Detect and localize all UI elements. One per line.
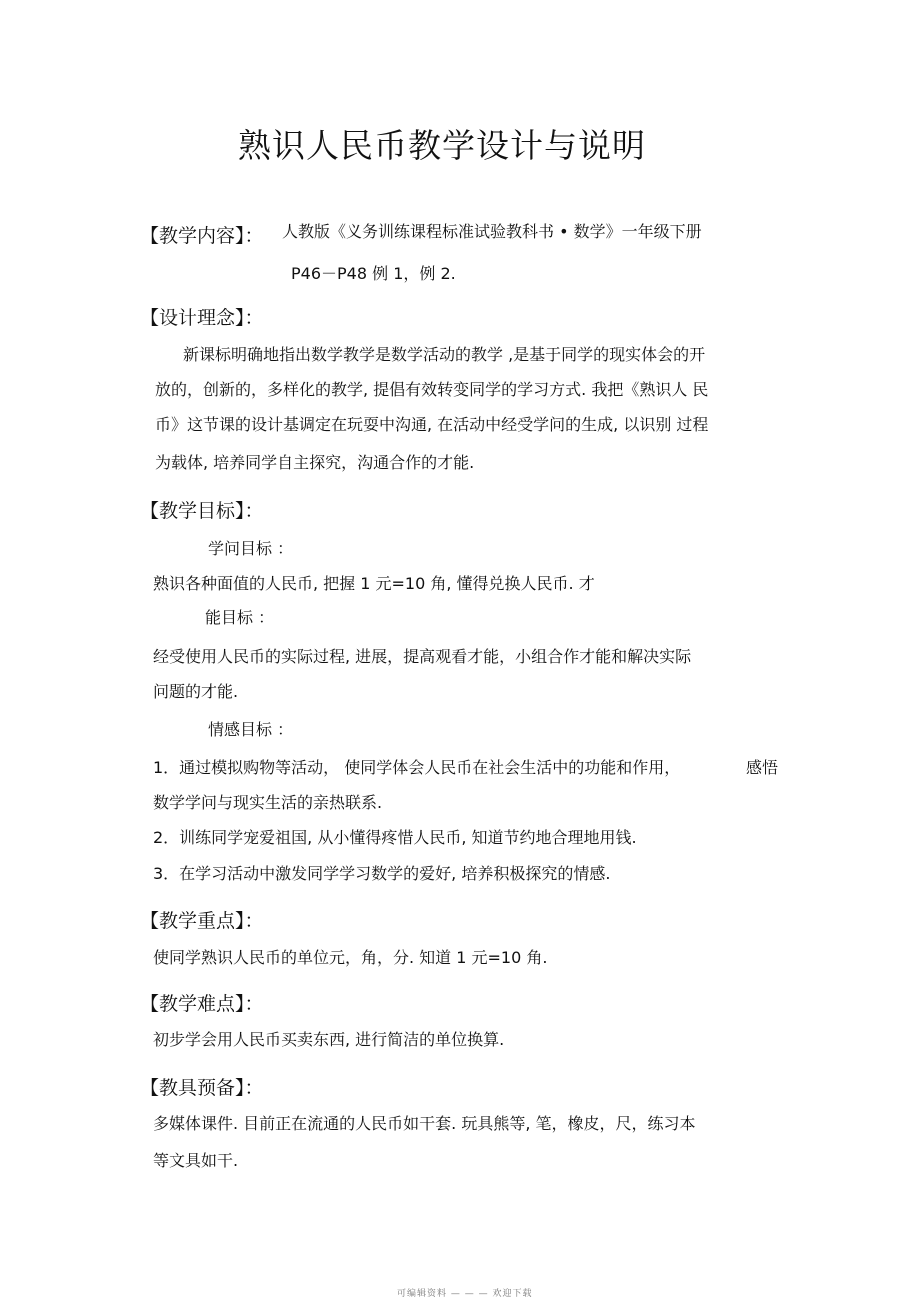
concept-line-4: 为载体, 培养同学自主探究，沟通合作的才能. [155, 453, 475, 472]
concept-line-2: 放的，创新的，多样化的教学, 提倡有效转变同学的学习方式. 我把《熟识人 民 [155, 380, 709, 399]
emotion-goal-label: 情感目标 ： [208, 720, 294, 739]
key-points-heading: 【教学重点】： [140, 910, 264, 932]
emotion-goal-item-1: 1．通过模拟购物等活动， 使同学体会人民币在社会生活中的功能和作用， [153, 758, 681, 777]
ability-goal-label: 能目标 ： [205, 608, 275, 627]
knowledge-goal-label: 学问目标 ： [208, 539, 294, 558]
page-footer: 可编辑资料 — — — 欢迎下载 [397, 1289, 533, 1299]
materials-line-2: 等文具如干. [153, 1151, 239, 1170]
document-title: 熟识人民币教学设计与说明 [238, 126, 646, 165]
concept-line-1: 新课标明确地指出数学教学是数学活动的教学 ,是基于同学的现实体会的开 [183, 345, 706, 364]
materials-heading: 【教具预备】： [140, 1077, 264, 1099]
materials-line-1: 多媒体课件. 目前正在流通的人民币如干套. 玩具熊等, 笔，橡皮，尺，练习本 [153, 1114, 696, 1133]
emotion-goal-item-1-cont: 数学学问与现实生活的亲热联系. [153, 793, 383, 812]
difficulty-text: 初步学会用人民币买卖东西, 进行简洁的单位换算. [153, 1030, 505, 1049]
ability-goal-line-1: 经受使用人民币的实际过程, 进展，提高观看才能，小组合作才能和解决实际 [153, 647, 692, 666]
concept-line-3: 币》这节课的设计基调定在玩耍中沟通, 在活动中经受学问的生成, 以识别 过程 [155, 415, 709, 434]
concept-heading: 【设计理念】： [140, 307, 264, 329]
goals-heading: 【教学目标】： [140, 500, 264, 522]
emotion-goal-item-3: 3．在学习活动中激发同学学习数学的爱好, 培养积极探究的情感. [153, 864, 611, 883]
ability-goal-line-2: 问题的才能. [153, 682, 239, 701]
difficulty-heading: 【教学难点】： [140, 993, 264, 1015]
emotion-goal-item-2: 2．训练同学宠爱祖国, 从小懂得疼惜人民币, 知道节约地合理地用钱. [153, 828, 637, 847]
content-heading: 【教学内容】： [140, 225, 264, 247]
content-line-2: P46－P48 例 1，例 2. [291, 264, 456, 283]
knowledge-goal-text: 熟识各种面值的人民币, 把握 1 元=10 角, 懂得兑换人民币. 才 [153, 574, 595, 593]
key-points-text: 使同学熟识人民币的单位元，角，分. 知道 1 元=10 角. [153, 948, 548, 967]
emotion-goal-item-1-tail: 感悟 [746, 758, 779, 777]
content-line-1: 人教版《义务训练课程标准试验教科书 • 数学》一年级下册 [282, 222, 702, 241]
